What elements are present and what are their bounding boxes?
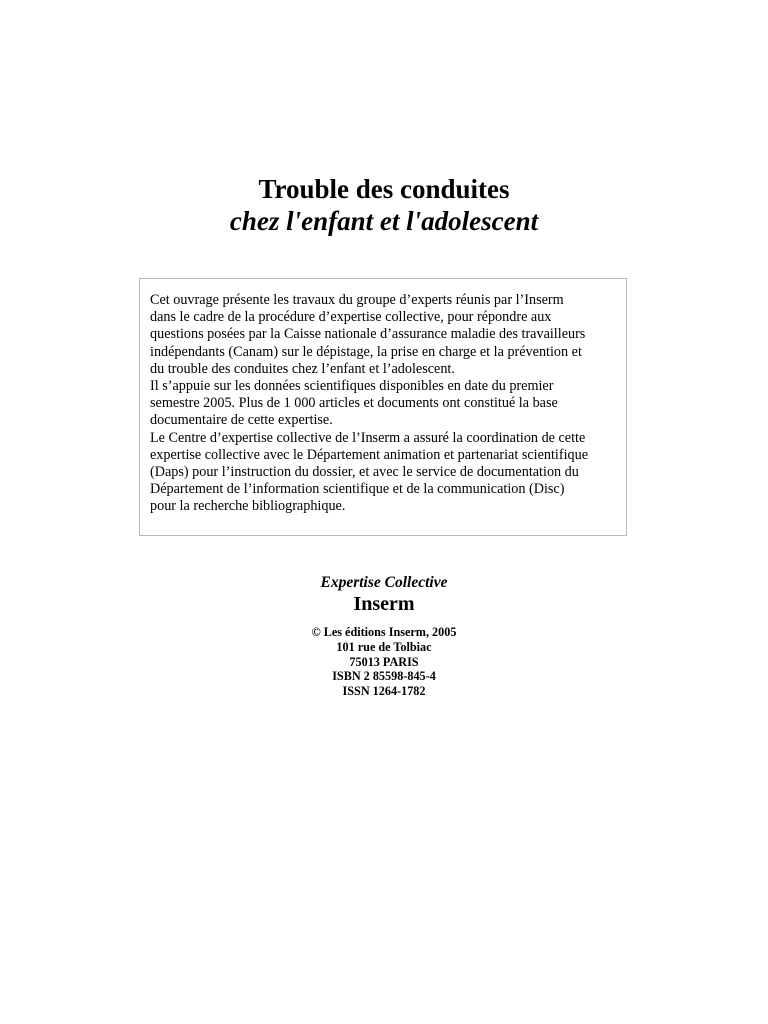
summary-line: pour la recherche bibliographique.: [150, 498, 346, 515]
summary-line: semestre 2005. Plus de 1 000 articles et documents ont constitué la base: [150, 395, 558, 412]
document-title: Trouble des conduites: [258, 174, 510, 204]
issn-line: ISSN 1264-1782: [342, 684, 426, 699]
series-name: Expertise Collective: [320, 574, 448, 591]
publisher-name: Inserm: [353, 593, 415, 615]
copyright-line: © Les éditions Inserm, 2005: [311, 625, 457, 639]
summary-box: [139, 278, 627, 536]
summary-line: Il s’appuie sur les données scientifiques disponibles en date du premier: [150, 378, 554, 395]
summary-line: du trouble des conduites chez l’enfant et l’adolescent.: [150, 360, 455, 377]
summary-line: (Daps) pour l’instruction du dossier, et avec le service de documentation du: [150, 464, 579, 481]
address-city: 75013 PARIS: [349, 654, 419, 669]
address-street: 101 rue de Tolbiac: [336, 639, 432, 654]
summary-line: Cet ouvrage présente les travaux du groupe d’experts réunis par l’Inserm: [150, 292, 564, 308]
document-subtitle: chez l'enfant et l'adolescent: [229, 206, 539, 236]
summary-line: questions posées par la Caisse nationale d’assurance maladie des travailleurs: [150, 326, 586, 343]
summary-line: expertise collective avec le Département animation et partenariat scientifique: [150, 446, 589, 463]
isbn-line: ISBN 2 85598-845-4: [332, 669, 436, 684]
title-block: [0, 173, 768, 237]
summary-line: documentaire de cette expertise.: [150, 412, 333, 429]
summary-line: Département de l’information scientifique et de la communication (Disc): [150, 481, 565, 498]
summary-line: Le Centre d’expertise collective de l’Inserm a assuré la coordination de cette: [150, 429, 586, 446]
summary-line: indépendants (Canam) sur le dépistage, la prise en charge et la prévention et: [150, 343, 582, 360]
publisher-block: [0, 573, 768, 699]
summary-line: dans le cadre de la procédure d’expertise collective, pour répondre aux: [150, 309, 552, 326]
